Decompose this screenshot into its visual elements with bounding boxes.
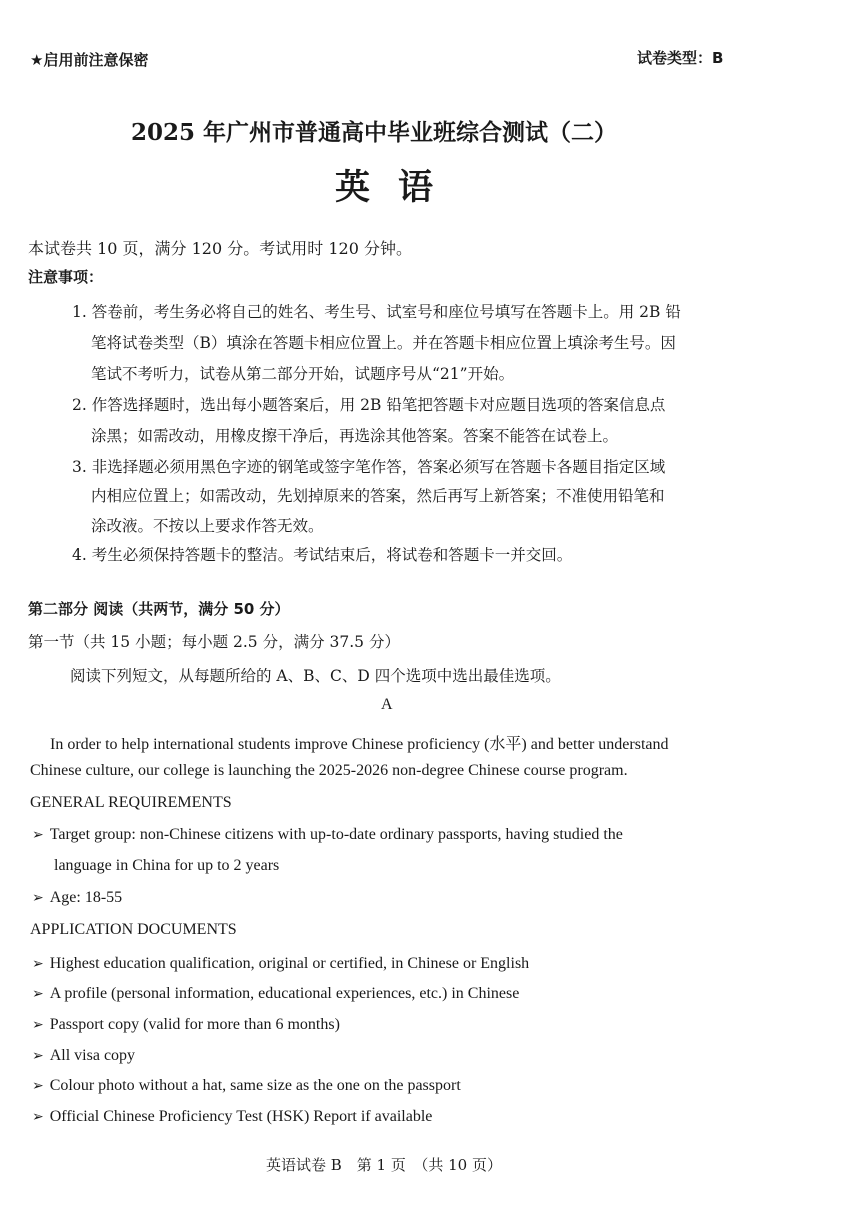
page-footer: 英语试卷 B 第 1 页 （共 10 页） — [266, 1156, 502, 1174]
section1-heading: 第一节（共 15 小题；每小题 2.5 分，满分 37.5 分） — [28, 633, 400, 651]
subject-char-2: 语 — [398, 168, 434, 208]
subject-title — [0, 160, 768, 210]
confidential-label: ★启用前注意保密 — [30, 51, 149, 69]
application-item-6-text: Official Chinese Proficiency Test (HSK) Report if available — [49, 1108, 433, 1125]
arrow-bullet-icon: ➢ — [32, 890, 44, 906]
arrow-bullet-icon: ➢ — [32, 956, 44, 972]
notice-1-line-2: 笔将试卷类型（B）填涂在答题卡相应位置上。并在答题卡相应位置上填涂考生号。因 — [91, 334, 676, 352]
arrow-bullet-icon: ➢ — [32, 1048, 44, 1064]
application-documents-heading: APPLICATION DOCUMENTS — [30, 921, 237, 938]
general-item-1 — [32, 826, 623, 844]
general-item-1-line-1: Target group: non-Chinese citizens with up-to-date ordinary passports, having studied the — [49, 826, 623, 843]
reading-instruction: 阅读下列短文，从每题所给的 A、B、C、D 四个选项中选出最佳选项。 — [70, 667, 561, 685]
arrow-bullet-icon: ➢ — [32, 986, 44, 1002]
application-item-4 — [32, 1047, 135, 1065]
notice-3-line-2: 内相应位置上；如需改动，先划掉原来的答案，然后再写上新答案；不准使用铅笔和 — [91, 487, 665, 505]
general-requirements-heading: GENERAL REQUIREMENTS — [30, 794, 232, 811]
exam-intro: 本试卷共 10 页，满分 120 分。考试用时 120 分钟。 — [28, 239, 412, 258]
general-item-1-line-2: language in China for up to 2 years — [54, 857, 280, 874]
notice-3-line-3: 涂改液。不按以上要求作答无效。 — [91, 517, 324, 535]
general-item-2 — [32, 889, 122, 907]
arrow-bullet-icon: ➢ — [32, 1017, 44, 1033]
arrow-bullet-icon: ➢ — [32, 827, 44, 843]
notice-2-line-2: 涂黑；如需改动，用橡皮擦干净后，再选涂其他答案。答案不能答在试卷上。 — [91, 427, 619, 445]
notice-heading: 注意事项： — [28, 268, 104, 286]
application-item-6 — [32, 1108, 432, 1126]
notice-1-line-1: 1. 答卷前，考生务必将自己的姓名、考生号、试室号和座位号填写在答题卡上。用 2B 铅 — [72, 303, 681, 321]
part2-heading: 第二部分 阅读（共两节，满分 50 分） — [28, 600, 290, 618]
passage-label: A — [381, 696, 393, 713]
exam-title: 2025 年广州市普通高中毕业班综合测试（二） — [130, 119, 618, 146]
arrow-bullet-icon: ➢ — [32, 1109, 44, 1125]
arrow-bullet-icon: ➢ — [32, 1078, 44, 1094]
paper-type-label: 试卷类型：B — [637, 49, 724, 67]
application-item-5 — [32, 1077, 461, 1095]
application-item-1 — [32, 955, 529, 973]
application-item-2 — [32, 985, 519, 1003]
notice-1-line-3: 笔试不考听力，试卷从第二部分开始，试题序号从“21”开始。 — [91, 365, 515, 383]
application-item-1-text: Highest education qualification, original or certified, in Chinese or English — [49, 955, 530, 972]
passage-intro-line-2: Chinese culture, our college is launching the 2025-2026 non-degree Chinese course program. — [30, 762, 628, 779]
general-item-2-text: Age: 18-55 — [49, 889, 123, 906]
application-item-5-text: Colour photo without a hat, same size as the one on the passport — [49, 1077, 461, 1094]
application-item-3-text: Passport copy (valid for more than 6 months) — [49, 1016, 340, 1033]
notice-4-line-1: 4. 考生必须保持答题卡的整洁。考试结束后，将试卷和答题卡一并交回。 — [72, 546, 573, 564]
passage-intro-line-1: In order to help international students improve Chinese proficiency (水平) and better understand — [50, 736, 669, 753]
notice-2-line-1: 2. 作答选择题时，选出每小题答案后，用 2B 铅笔把答题卡对应题目选项的答案信息点 — [72, 396, 666, 414]
application-item-4-text: All visa copy — [49, 1047, 136, 1064]
application-item-2-text: A profile (personal information, educational experiences, etc.) in Chinese — [49, 985, 520, 1002]
subject-char-1: 英 — [334, 168, 370, 208]
application-item-3 — [32, 1016, 340, 1034]
notice-3-line-1: 3. 非选择题必须用黑色字迹的钢笔或签字笔作答，答案必须写在答题卡各题目指定区域 — [72, 458, 666, 476]
